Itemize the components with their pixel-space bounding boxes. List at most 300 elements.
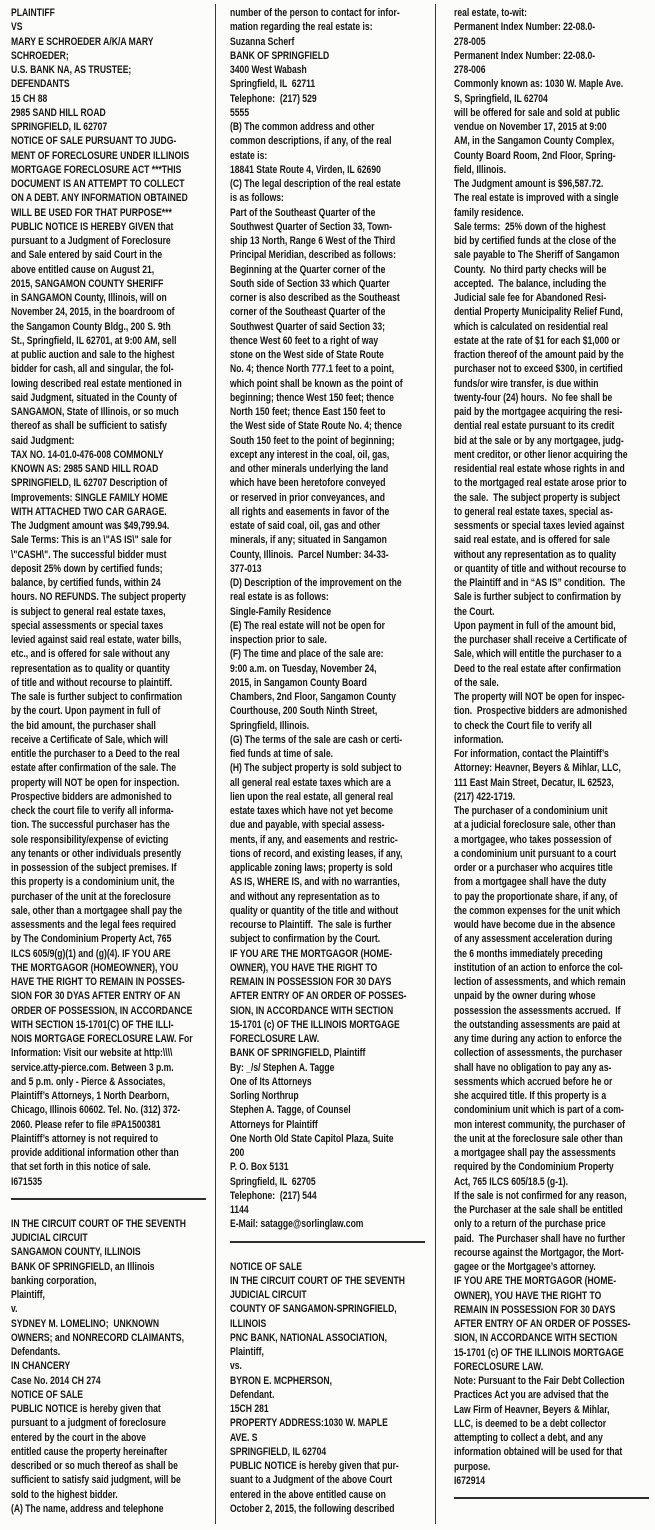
text-line: Commonly known as: 1030 W. Maple Ave.: [454, 78, 624, 91]
text-line: purchaser not to exceed $300, in certified: [454, 363, 623, 376]
text-line: sole responsibility/expense of evicting: [11, 833, 169, 846]
text-line: Case No. 2014 CH 274: [11, 1374, 101, 1387]
text-line: Single-Family Residence: [230, 605, 332, 618]
text-line: ship 13 North, Range 6 West of the Third: [230, 235, 396, 247]
text-line: in SANGAMON County, Illinois, will on: [11, 292, 167, 304]
text-line: representation as to quality or quantity: [11, 662, 170, 675]
text-line: BANK OF SPRINGFIELD: [230, 49, 330, 62]
text-line: NOTICE OF SALE: [11, 1388, 83, 1401]
text-line: estate at the rate of $1 for each $1,000 or: [454, 334, 620, 347]
text-line: the West side of State Route No. 4; thence: [230, 420, 402, 433]
text-line: institution of an action to enforce the col-: [454, 961, 623, 974]
text-line: LLC, is deemed to be a debt collector: [454, 1417, 607, 1430]
text-line: of title and without recourse to plaintiff.: [11, 676, 173, 689]
text-line: funds/or wire transfer, is due within: [454, 377, 599, 390]
text-line: required by the Condominium Property: [454, 1161, 614, 1174]
text-line: REMAIN IN POSSESSION FOR 30 DAYS: [454, 1303, 616, 1316]
text-line: ment creditor, or other lienor acquiring the: [454, 448, 628, 461]
text-line: SION FOR 30 DYAS AFTER ENTRY OF AN: [11, 990, 181, 1003]
text-line: By: _/s/ Stephen A. Tagge: [230, 1061, 335, 1074]
text-line: KNOWN AS: 2985 SAND HILL ROAD: [11, 463, 159, 475]
text-line: attempting to collect a debt, and any: [454, 1432, 603, 1444]
text-line: (F) The time and place of the sale are:: [230, 648, 384, 661]
text-line: COUNTY OF SANGAMON-SPRINGFIELD,: [230, 1303, 397, 1316]
text-line: which is calculated on residential real: [454, 320, 609, 333]
text-line: and Sale entered by said Court in the: [11, 249, 163, 262]
text-line: number of the person to contact for infor-: [230, 7, 400, 19]
text-line: November 24, 2015, in the boardroom of: [11, 306, 175, 319]
text-line: real estate, to-wit:: [454, 7, 527, 19]
text-line: the Sangamon County Bldg., 200 S. 9th: [11, 320, 171, 333]
column-2: [230, 6, 490, 1516]
text-line: of the sale.: [454, 676, 499, 689]
text-line: described or so much thereof as shall be: [11, 1460, 178, 1472]
text-line: estate taxes which have not yet become: [230, 805, 394, 817]
text-line: REMAIN IN POSSESSION FOR 30 DAYS: [230, 976, 392, 988]
text-line: Beginning at the Quarter corner of the: [230, 263, 386, 276]
text-line: Principal Meridian, described as follows:: [230, 249, 396, 262]
text-line: SPRINGFIELD, IL 62704: [230, 1445, 327, 1458]
text-line: 278-006: [454, 64, 486, 76]
text-line: quality or quantity of the title and without: [230, 904, 399, 917]
text-line: or quantity of title and without recourse to: [454, 562, 627, 575]
text-line: the Purchaser at the sale shall be entitled: [454, 1204, 623, 1216]
text-line: \"CASH\". The successful bidder must: [11, 548, 167, 561]
text-line: 2060. Please refer to file #PA1500381: [11, 1118, 161, 1131]
text-line: PUBLIC NOTICE is hereby given that: [11, 1403, 161, 1415]
text-line: NOIS MORTGAGE FORECLOSURE LAW. For: [11, 1033, 193, 1045]
text-line: ments, if any, and easements and restric-: [230, 833, 398, 846]
text-line: South 150 feet to the point of beginning;: [230, 434, 395, 447]
text-line: the Plaintiff and in “AS IS” condition. The: [454, 577, 626, 589]
text-line: Courthouse, 200 South Ninth Street,: [230, 705, 378, 718]
text-line: said Judgment, situated in the County of: [11, 391, 177, 404]
text-line: information.: [454, 733, 504, 746]
text-line: thence West 60 feet to a right of way: [230, 334, 379, 347]
text-line: (H) The subject property is sold subject to: [230, 762, 402, 775]
text-line: Sale Terms: This is an \"AS IS\" sale for: [11, 534, 172, 547]
text-line: inspection prior to sale.: [230, 634, 327, 646]
text-line: lection of assessments, and which remain: [454, 976, 626, 988]
text-line: AFTER ENTRY OF AN ORDER OF POSSES-: [230, 990, 407, 1003]
text-line: MENT OF FORECLOSURE UNDER ILLINOIS: [11, 149, 190, 162]
text-line: ORDER OF POSSESSION, IN ACCORDANCE: [11, 1004, 193, 1017]
text-line: Upon payment in full of the amount bid,: [454, 619, 616, 632]
text-line: PROPERTY ADDRESS:1030 W. MAPLE: [230, 1417, 388, 1430]
text-line: mon interest community, the purchaser of: [454, 1118, 626, 1131]
column-3: [454, 6, 655, 1516]
text-line: For information, contact the Plaintiff’s: [454, 748, 609, 760]
text-line: without any representation as to quality: [454, 548, 617, 561]
text-line: IN THE CIRCUIT COURT OF THE SEVENTH: [230, 1274, 405, 1287]
text-line: which have been heretofore conveyed: [230, 477, 386, 490]
text-line: OWNERS; and NONRECORD CLAIMANTS,: [11, 1331, 185, 1344]
text-line: tion. The successful purchaser has the: [11, 819, 170, 832]
text-line: AVE. S: [230, 1431, 258, 1444]
text-line: NOTICE OF SALE PURSUANT TO JUDG-: [11, 135, 177, 148]
text-line: Southwest Quarter of Section 33, Town-: [230, 220, 392, 233]
text-line: Plaintiff’s Attorneys, 1 North Dearborn,: [11, 1090, 170, 1102]
text-line: in possession of the subject premises. If: [11, 862, 177, 874]
text-line: field, Illinois.: [454, 163, 506, 176]
text-line: mation regarding the real estate is:: [230, 21, 373, 34]
text-line: any tenants or other individuals presently: [11, 847, 182, 860]
text-line: County. No third party checks will be: [454, 263, 607, 276]
text-line: which point shall be known as the point of: [230, 377, 403, 390]
text-line: Defendants.: [11, 1346, 61, 1358]
text-line: 2015, SANGAMON COUNTY SHERIFF: [11, 277, 164, 290]
text-line: to general real estate taxes, special as-: [454, 505, 613, 518]
text-line: banking corporation,: [11, 1274, 97, 1287]
text-line: St., Springfield, IL 62701, at 9:00 AM, sell: [11, 334, 177, 347]
text-line: 15CH 281: [230, 1403, 269, 1415]
text-line: dential Property Municipality Relief Fund,: [454, 306, 623, 319]
text-line: U.S. BANK NA, AS TRUSTEE;: [11, 64, 132, 76]
text-line: (C) The legal description of the real estate: [230, 178, 401, 190]
text-line: AM, in the Sangamon County Complex,: [454, 135, 615, 148]
text-line: PNC BANK, NATIONAL ASSOCIATION,: [230, 1331, 387, 1344]
text-line: DOCUMENT IS AN ATTEMPT TO COLLECT: [11, 178, 185, 190]
text-line: Stephen A. Tagge, of Counsel: [230, 1104, 351, 1117]
text-line: The Judgment amount was $49,799.94.: [11, 520, 170, 532]
text-line: Prospective bidders are admonished to: [11, 790, 172, 803]
text-line: check the court file to verify all informa-: [11, 805, 174, 817]
text-line: entitled cause the property hereinafter: [11, 1445, 168, 1458]
text-line: The Judgment amount is $96,587.72.: [454, 178, 604, 190]
notice-pnc-bank-mcpherson-continued: [454, 6, 655, 1488]
text-line: AFTER ENTRY OF AN ORDER OF POSSES-: [454, 1318, 631, 1330]
text-line: If the sale is not confirmed for any reason,: [454, 1189, 627, 1202]
text-line: possession the assessments accrued. If: [454, 1004, 621, 1017]
text-line: Plaintiff’s attorney is not required to: [11, 1132, 159, 1145]
text-line: Southwest Quarter of said Section 33;: [230, 320, 385, 333]
text-line: One North Old State Capitol Plaza, Suite: [230, 1132, 394, 1145]
text-line: 377-013: [230, 562, 262, 575]
text-line: SPRINGFIELD, IL 62707 Description of: [11, 477, 168, 490]
text-line: recourse to Plaintiff. The sale is further: [230, 919, 392, 931]
text-line: entitle the purchaser to a Deed to the real: [11, 748, 180, 760]
text-line: corner is also described as the Southeast: [230, 292, 400, 304]
text-line: Improvements: SINGLE FAMILY HOME: [11, 491, 168, 504]
text-line: sold to the highest bidder.: [11, 1488, 118, 1501]
text-line: v.: [11, 1303, 18, 1316]
text-line: twenty-four (24) hours. No fee shall be: [454, 391, 613, 404]
text-line: bid by certified funds at the close of the: [454, 235, 617, 247]
text-line: Suzanna Scherf: [230, 35, 295, 48]
text-line: accepted. The balance, including the: [454, 277, 607, 290]
text-line: (B) The common address and other: [230, 121, 375, 133]
text-line: minerals, if any; situated in Sangamon: [230, 534, 387, 547]
text-line: and without any representation as to: [230, 890, 380, 903]
text-line: by the court. Upon payment in full of: [11, 705, 161, 718]
text-line: Chambers, 2nd Floor, Sangamon County: [230, 691, 396, 703]
text-line: said Judgment:: [11, 434, 75, 447]
text-line: stone on the West side of State Route: [230, 349, 384, 361]
text-line: property will NOT be open for inspection.: [11, 776, 180, 789]
text-line: by The Condominium Property Act, 765: [11, 933, 172, 946]
text-line: OWNER), YOU HAVE THE RIGHT TO: [454, 1289, 602, 1302]
text-line: 15-1701 (c) OF THE ILLINOIS MORTGAGE: [454, 1346, 624, 1359]
text-line: recourse against the Mortgagor, the Mort-: [454, 1246, 624, 1259]
text-line: lowing described real estate mentioned in: [11, 377, 182, 390]
text-line: (G) The terms of the sale are cash or certi-: [230, 733, 403, 746]
text-line: service.atty-pierce.com. Between 3 p.m.: [11, 1061, 174, 1074]
text-line: Judicial sale fee for Abandoned Resi-: [454, 292, 607, 304]
text-line: WILL BE USED FOR THAT PURPOSE***: [11, 206, 172, 219]
text-line: a mortgagee, who takes possession of: [454, 833, 612, 846]
text-line: said real estate, and is offered for sale: [454, 534, 610, 547]
text-line: The sale is further subject to confirmation: [11, 691, 183, 703]
text-line: ON A DEBT. ANY INFORMATION OBTAINED: [11, 192, 188, 205]
text-line: order or a purchaser who acquires title: [454, 862, 613, 874]
text-line: I671535: [11, 1175, 43, 1188]
text-line: Note: Pursuant to the Fair Debt Collection: [454, 1375, 625, 1387]
text-line: SION, IN ACCORDANCE WITH SECTION: [454, 1332, 618, 1345]
text-line: would have become due in the absence: [454, 919, 616, 931]
text-line: collection of assessments, the purchaser: [454, 1047, 623, 1060]
notice-pnc-bank-mcpherson: [230, 1260, 433, 1517]
text-line: E-Mail: satagge@sorlinglaw.com: [230, 1218, 364, 1231]
text-line: NOTICE OF SALE: [230, 1260, 302, 1273]
text-line: 15-1701 (c) OF THE ILLINOIS MORTGAGE: [230, 1018, 400, 1031]
text-line: (217) 422-1719.: [454, 790, 516, 803]
text-line: SCHROEDER;: [11, 49, 69, 62]
text-line: balance, by certified funds, within 24: [11, 577, 161, 589]
text-line: except any interest in the coal, oil, gas,: [230, 448, 390, 461]
text-line: at public auction and sale to the highest: [11, 349, 175, 361]
text-line: Sale, which will entitle the purchaser to a: [454, 648, 622, 661]
text-line: purchaser of the unit at the foreclosure: [11, 890, 171, 903]
text-line: of any assessment acceleration during: [454, 933, 613, 946]
text-line: MORTGAGE FORECLOSURE ACT ***THIS: [11, 163, 182, 176]
text-line: SPRINGFIELD, IL 62707: [11, 121, 108, 133]
text-line: JUDICIAL CIRCUIT: [230, 1289, 307, 1301]
text-line: or reserved in prior conveyances, and: [230, 491, 385, 504]
text-line: will be offered for sale and sold at public: [454, 106, 620, 119]
text-line: due and payable, with special assess-: [230, 819, 385, 832]
text-line: Sale terms: 25% down of the highest: [454, 220, 606, 233]
text-line: HAVE THE RIGHT TO REMAIN IN POSSES-: [11, 976, 185, 988]
text-line: MARY E SCHROEDER A/K/A MARY: [11, 35, 154, 48]
text-line: is subject to general real estate taxes,: [11, 605, 166, 618]
text-line: and other minerals underlying the land: [230, 463, 389, 475]
text-line: Practices Act you are advised that the: [454, 1389, 609, 1402]
text-line: hours. NO REFUNDS. The subject property: [11, 591, 186, 604]
text-line: SANGAMON COUNTY, ILLINOIS: [11, 1246, 141, 1259]
text-line: sale, other than a mortgagee shall pay the: [11, 904, 183, 917]
text-line: Springfield, IL 62711: [230, 78, 316, 91]
text-line: VS: [11, 21, 23, 34]
text-line: the sale. The subject property is subject: [454, 491, 620, 504]
section-divider: [454, 1497, 649, 1499]
text-line: fraction thereof of the amount paid by the: [454, 349, 624, 361]
text-line: Deed to the real estate after confirmation: [454, 662, 621, 675]
text-line: 5555: [230, 106, 250, 119]
text-line: sufficient to satisfy said judgment, will be: [11, 1474, 181, 1487]
text-line: Permanent Index Number: 22-08.0-: [454, 49, 596, 62]
text-line: suant to a Judgment of the above Court: [230, 1474, 393, 1487]
text-line: sale payable to The Sheriff of Sangamon: [454, 249, 620, 262]
section-divider: [230, 1241, 425, 1243]
text-line: estate is:: [230, 149, 268, 162]
text-line: pursuant to a judgment of foreclosure: [11, 1417, 166, 1430]
text-line: No. 4; thence North 777.1 feet to a point,: [230, 363, 395, 376]
text-line: the bid amount, the purchaser shall: [11, 719, 156, 732]
text-line: October 2, 2015, the following described: [230, 1502, 395, 1515]
text-line: a mortgagee shall pay the assessments: [454, 1147, 616, 1159]
text-line: Plaintiff,: [230, 1346, 264, 1358]
text-line: applicable zoning laws; property is sold: [230, 862, 393, 874]
text-line: is as follows:: [230, 192, 284, 205]
text-line: assessments and the legal fees required: [11, 919, 177, 931]
text-line: deposit 25% down by certified funds;: [11, 562, 163, 575]
text-line: pursuant to a Judgment of Foreclosure: [11, 235, 171, 247]
text-line: above entitled cause on August 21,: [11, 263, 155, 276]
text-line: entered by the court in the above: [11, 1431, 146, 1444]
text-line: sessments or special taxes levied against: [454, 520, 625, 532]
text-line: SYDNEY M. LOMELINO; UNKNOWN: [11, 1317, 160, 1330]
text-line: to the mortgaged real estate arose prior to: [454, 477, 627, 490]
text-line: Attorneys for Plaintiff: [230, 1118, 318, 1131]
text-line: the Court.: [454, 605, 495, 618]
notice-schroeder-foreclosure-sale: [11, 6, 214, 1189]
text-line: Chicago, Illinois 60602. Tel. No. (312) 372-: [11, 1104, 181, 1117]
text-line: Attorney: Heavner, Beyers & Mihlar, LLC,: [454, 762, 621, 775]
text-line: S, Springfield, IL 62704: [454, 92, 548, 105]
text-line: the unit at the foreclosure sale other than: [454, 1132, 623, 1145]
text-line: lien upon the real estate, all general real: [230, 790, 394, 803]
text-line: receive a Certificate of Sale, which will: [11, 733, 168, 746]
text-line: Springfield, IL 62705: [230, 1175, 316, 1188]
text-line: ILLINOIS: [230, 1317, 267, 1330]
text-line: SANGAMON, State of Illinois, or so much: [11, 406, 179, 418]
text-line: tions of record, and existing leases, if any,: [230, 847, 403, 860]
text-line: Act, 765 ILCS 605/18.5 (g-1).: [454, 1175, 568, 1188]
text-line: from a mortgagee shall have the duty: [454, 876, 607, 889]
text-line: vendue on November 17, 2015 at 9:00: [454, 121, 607, 133]
text-line: tion. Prospective bidders are admonished: [454, 705, 628, 718]
text-line: levied against said real estate, water bills,: [11, 634, 182, 646]
text-line: Law Firm of Heavner, Beyers & Mihlar,: [454, 1403, 610, 1416]
text-line: condominium unit which is part of a com-: [454, 1104, 624, 1117]
text-line: IN CHANCERY: [11, 1360, 71, 1373]
text-line: South side of Section 33 which Quarter: [230, 277, 390, 290]
text-line: DEFENDANTS: [11, 78, 70, 91]
text-line: WITH ATTACHED TWO CAR GARAGE.: [11, 505, 167, 518]
text-line: TAX NO. 14-01.0-476-008 COMMONLY: [11, 448, 164, 461]
text-line: Part of the Southeast Quarter of the: [230, 206, 376, 219]
text-line: 9:00 a.m. on Tuesday, November 24,: [230, 662, 377, 675]
text-line: corner of the Southeast Quarter of the: [230, 306, 386, 319]
text-line: dential real estate pursuant to its credit: [454, 420, 615, 433]
notice-bank-of-springfield-lomelino-continued: [230, 6, 433, 1232]
text-line: PUBLIC NOTICE IS HEREBY GIVEN that: [11, 220, 174, 233]
text-line: IF YOU ARE THE MORTGAGOR (HOME-: [230, 947, 393, 960]
text-line: THE MORTGAGOR (HOMEOWNER), YOU: [11, 961, 179, 974]
text-line: ILCS 605/9(g)(1) and (g)(4). IF YOU ARE: [11, 947, 171, 960]
text-line: and 5 p.m. only - Pierce & Associates,: [11, 1075, 166, 1088]
text-line: Information: Visit our website at http:\\\\: [11, 1047, 173, 1060]
text-line: BANK OF SPRINGFIELD, Plaintiff: [230, 1047, 366, 1060]
text-line: that set forth in this notice of sale.: [11, 1161, 151, 1174]
text-line: The real estate is improved with a single: [454, 192, 619, 205]
text-line: (A) The name, address and telephone: [11, 1502, 164, 1515]
text-line: FORECLOSURE LAW.: [230, 1033, 320, 1045]
notice-bank-of-springfield-lomelino: [11, 1217, 214, 1516]
text-line: SION, IN ACCORDANCE WITH SECTION: [230, 1004, 394, 1017]
text-line: bid at the sale or by any mortgagee, judg-: [454, 434, 624, 447]
text-line: 3400 West Wabash: [230, 64, 307, 76]
text-line: 18841 State Route 4, Virden, IL 62690: [230, 163, 381, 176]
text-line: Sale is further subject to confirmation by: [454, 591, 621, 604]
text-line: I672914: [454, 1474, 486, 1487]
column-rule-2: [435, 4, 436, 1524]
text-line: estate after confirmation of the sale. The: [11, 762, 176, 775]
text-line: family residence.: [454, 206, 524, 219]
text-line: paid by the mortgagee acquiring the resi-: [454, 406, 623, 418]
text-line: Sorling Northrup: [230, 1090, 299, 1102]
text-line: Springfield, Illinois.: [230, 719, 310, 732]
text-line: thereof as shall be sufficient to satisfy: [11, 420, 167, 433]
text-line: WITH SECTION 15-1701(C) OF THE ILLI-: [11, 1018, 174, 1031]
text-line: BANK OF SPRINGFIELD, an Illinois: [11, 1260, 155, 1273]
text-line: unpaid by the owner during whose: [454, 990, 596, 1003]
text-line: special assessments or special taxes: [11, 619, 164, 632]
text-line: shall have no obligation to pay any as-: [454, 1061, 612, 1074]
text-line: the common expenses for the unit which: [454, 904, 621, 917]
text-line: Telephone: (217) 544: [230, 1189, 317, 1202]
text-line: vs.: [230, 1360, 242, 1373]
text-line: residential real estate whose rights in and: [454, 463, 625, 475]
text-line: 278-005: [454, 35, 486, 48]
text-line: 2985 SAND HILL ROAD: [11, 106, 106, 119]
text-line: County, Illinois. Parcel Number: 34-33-: [230, 548, 389, 561]
text-line: The purchaser of a condominium unit: [454, 805, 608, 817]
text-line: 15 CH 88: [11, 92, 48, 105]
text-line: North 150 feet; thence East 150 feet to: [230, 406, 386, 418]
text-line: 200: [230, 1147, 245, 1159]
text-line: any time during any action to enforce the: [454, 1033, 622, 1045]
text-line: IF YOU ARE THE MORTGAGOR (HOME-: [454, 1275, 617, 1288]
text-line: PUBLIC NOTICE is hereby given that pur-: [230, 1460, 399, 1472]
text-line: bidder for cash, all and singular, the fol-: [11, 363, 174, 376]
text-line: Telephone: (217) 529: [230, 92, 317, 105]
text-line: the 6 months immediately preceding: [454, 947, 603, 960]
text-line: paid. The Purchaser shall have no further: [454, 1232, 626, 1245]
text-line: 111 East Main Street, Decatur, IL 62523,: [454, 776, 614, 789]
section-divider: [11, 1198, 206, 1200]
text-line: she acquired title. If this property is a: [454, 1090, 607, 1102]
text-line: beginning; thence West 150 feet; thence: [230, 391, 394, 404]
text-line: fied funds at time of sale.: [230, 748, 333, 760]
text-line: at a judicial foreclosure sale, other than: [454, 819, 616, 832]
text-line: Plaintiff,: [11, 1289, 45, 1301]
text-line: PLAINTIFF: [11, 7, 55, 19]
text-line: the purchaser shall receive a Certificate of: [454, 634, 627, 646]
text-line: OWNER), YOU HAVE THE RIGHT TO: [230, 961, 378, 974]
text-line: to pay the proportionate share, if any, of: [454, 890, 618, 903]
text-line: information obtained will be used for that: [454, 1446, 623, 1459]
text-line: all general real estate taxes which are a: [230, 776, 391, 789]
text-line: only to a return of the purchase price: [454, 1218, 606, 1231]
text-line: 2015, in Sangamon County Board: [230, 676, 367, 689]
text-line: JUDICIAL CIRCUIT: [11, 1232, 88, 1244]
text-line: One of Its Attorneys: [230, 1075, 312, 1088]
text-line: Defendant.: [230, 1388, 275, 1401]
text-line: subject to confirmation by the Court.: [230, 933, 381, 946]
text-line: 1144: [230, 1204, 249, 1216]
text-line: this property is a condominium unit, the: [11, 876, 175, 889]
